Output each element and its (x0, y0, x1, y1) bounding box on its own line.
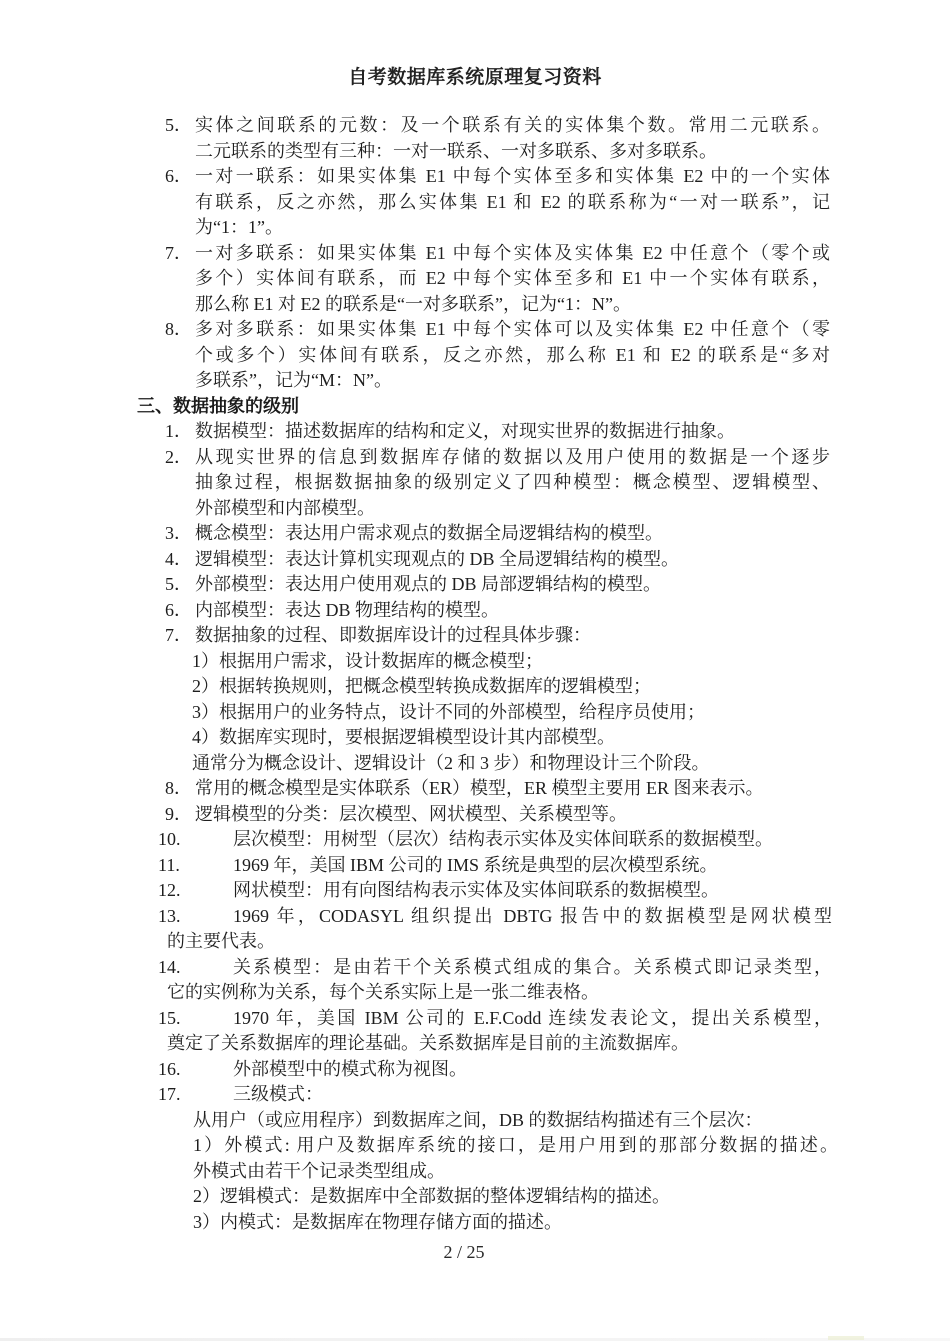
section-title: 数据抽象的级别 (173, 395, 299, 416)
line-text: 4）数据库实现时，要根据逻辑模型设计其内部模型。 (192, 727, 615, 747)
text-line (0, 241, 950, 267)
line-text: 一对多联系：如果实体集 E1 中每个实体及实体集 E2 中任意个（零个或 (195, 242, 830, 263)
line-text: 1）根据用户需求，设计数据库的概念模型； (192, 650, 543, 671)
list-number: 5． (165, 115, 192, 135)
line-text: 为“1：1”。 (195, 217, 283, 237)
line-text: 1969 年，美国 IBM 公司的 IMS 系统是典型的层次模型系统。 (233, 854, 718, 875)
line-text: 多对多联系：如果实体集 E1 中每个实体可以及实体集 E2 中任意个（零 (195, 319, 830, 339)
text-line (0, 649, 950, 675)
line-text: 一对一联系：如果实体集 E1 中每个实体至多和实体集 E2 中的一个实体 (195, 166, 830, 186)
text-line (0, 1082, 950, 1108)
line-text: 逻辑模型的分类：层次模型、网状模型、关系模型等。 (195, 803, 627, 824)
list-number: 6． (165, 599, 192, 620)
line-text: 它的实例称为关系，每个关系实际上是一张二维表格。 (167, 982, 599, 1002)
line-text: 外部模型中的模式称为视图。 (233, 1058, 467, 1079)
text-line (0, 674, 950, 700)
text-line (0, 1057, 950, 1083)
text-line (0, 751, 950, 777)
line-text: 1970 年，美国 IBM 公司的 E.F.Codd 连续发表论文，提出关系模型， (233, 1007, 832, 1028)
text-line (0, 215, 950, 241)
line-text: 逻辑模型：表达计算机实现观点的 DB 全局逻辑结构的模型。 (195, 548, 680, 569)
line-text: 抽象过程，根据数据抽象的级别定义了四种模型：概念模型、逻辑模型、 (195, 472, 830, 492)
list-number: 2． (165, 446, 192, 467)
list-number: 16. (158, 1058, 181, 1079)
line-text: 外部模型和内部模型。 (195, 497, 375, 518)
text-line (0, 1159, 950, 1185)
list-number: 15. (158, 1007, 181, 1028)
text-line (0, 776, 950, 802)
line-text: 实体之间联系的元数：及一个联系有关的实体集个数。常用二元联系。 (195, 115, 830, 135)
list-number: 12. (158, 880, 181, 900)
text-line (0, 853, 950, 879)
line-text: 3）根据用户的业务特点，设计不同的外部模型，给程序员使用； (192, 701, 705, 722)
line-text: 关系模型：是由若干个关系模式组成的集合。关系模式即记录类型， (233, 956, 832, 977)
list-number: 10. (158, 829, 181, 849)
text-line (0, 496, 950, 522)
list-number: 13. (158, 905, 181, 926)
text-line (0, 190, 950, 216)
line-text: 1969 年，CODASYL 组织提出 DBTG 报告中的数据模型是网状模型 (233, 905, 832, 926)
text-line (0, 445, 950, 471)
list-number: 7． (165, 625, 192, 645)
line-text: 2）逻辑模式：是数据库中全部数据的整体逻辑结构的描述。 (193, 1186, 670, 1206)
list-number: 6． (165, 166, 192, 186)
list-number: 9． (165, 803, 192, 824)
line-text: 外部模型：表达用户使用观点的 DB 局部逻辑结构的模型。 (195, 574, 662, 594)
list-number: 8． (165, 319, 192, 339)
page-number: 2 / 25 (443, 1242, 485, 1262)
list-number: 3． (165, 523, 192, 543)
list-number: 14. (158, 956, 181, 977)
line-text: 从用户（或应用程序）到数据库之间，DB 的数据结构描述有三个层次： (193, 1109, 763, 1130)
document-title: 自考数据库系统原理复习资料 (348, 67, 602, 88)
text-line (0, 929, 950, 955)
text-line (0, 547, 950, 573)
line-text: 个或多个）实体间有联系，反之亦然，那么称 E1 和 E2 的联系是“多对 (195, 344, 830, 365)
line-text: 三级模式： (233, 1084, 323, 1104)
text-line (0, 139, 950, 165)
section-number: 三、 (137, 395, 173, 416)
text-line (0, 368, 950, 394)
text-line (0, 521, 950, 547)
text-line (0, 113, 950, 139)
text-line (0, 317, 950, 343)
line-text: 层次模型：用树型（层次）结构表示实体及实体间联系的数据模型。 (233, 829, 773, 849)
text-line (0, 1184, 950, 1210)
line-text: 从现实世界的信息到数据库存储的数据以及用户使用的数据是一个逐步 (195, 446, 830, 467)
line-text: 数据模型：描述数据库的结构和定义，对现实世界的数据进行抽象。 (195, 421, 735, 441)
line-text: 3）内模式：是数据库在物理存储方面的描述。 (193, 1211, 562, 1232)
text-line (0, 904, 950, 930)
line-text: 数据抽象的过程、即数据库设计的过程具体步骤： (195, 625, 591, 645)
line-text: 奠定了关系数据库的理论基础。关系数据库是目前的主流数据库。 (167, 1033, 689, 1053)
document-body (0, 113, 950, 1235)
text-line (0, 878, 950, 904)
line-text: 那么称 E1 对 E2 的联系是“一对多联系”，记为“1：N”。 (195, 293, 631, 314)
list-number: 11. (158, 854, 180, 875)
scan-smudge-artifact (828, 1336, 864, 1340)
text-line (0, 802, 950, 828)
text-line (0, 266, 950, 292)
text-line (0, 470, 950, 496)
line-text: 二元联系的类型有三种：一对一联系、一对多联系、多对多联系。 (195, 140, 717, 161)
text-line (0, 623, 950, 649)
list-number: 7． (165, 242, 192, 263)
text-line (0, 572, 950, 598)
text-line (0, 1006, 950, 1032)
text-line (0, 343, 950, 369)
line-text: 通常分为概念设计、逻辑设计（2 和 3 步）和物理设计三个阶段。 (192, 752, 710, 773)
line-text: 2）根据转换规则，把概念模型转换成数据库的逻辑模型； (192, 676, 651, 696)
text-line (0, 955, 950, 981)
line-text: 概念模型：表达用户需求观点的数据全局逻辑结构的模型。 (195, 523, 663, 543)
text-line (0, 598, 950, 624)
text-line (0, 1210, 950, 1236)
text-line (0, 1108, 950, 1134)
text-line (0, 292, 950, 318)
text-line (0, 827, 950, 853)
section-heading (137, 394, 950, 420)
line-text: 有联系，反之亦然，那么实体集 E1 和 E2 的联系称为“一对一联系”，记 (195, 191, 830, 212)
text-line (0, 419, 950, 445)
line-text: 常用的概念模型是实体联系（ER）模型，ER 模型主要用 ER 图来表示。 (195, 778, 764, 798)
text-line (0, 1031, 950, 1057)
list-number: 17. (158, 1084, 181, 1104)
text-line (0, 700, 950, 726)
list-number: 8． (165, 778, 192, 798)
text-line (0, 725, 950, 751)
list-number: 5． (165, 574, 192, 594)
text-line (0, 1133, 950, 1159)
line-text: 外模式由若干个记录类型组成。 (193, 1160, 445, 1181)
line-text: 内部模型：表达 DB 物理结构的模型。 (195, 599, 500, 620)
line-text: 多个）实体间有联系，而 E2 中每个实体至多和 E1 中一个实体有联系， (195, 268, 830, 288)
line-text: 网状模型：用有向图结构表示实体及实体间联系的数据模型。 (233, 880, 719, 900)
text-line (0, 980, 950, 1006)
text-line (0, 164, 950, 190)
line-text: 的主要代表。 (167, 931, 275, 951)
page-number-footer (0, 1242, 950, 1263)
line-text: 多联系”，记为“M：N”。 (195, 370, 392, 390)
line-text: 1）外模式: 用户及数据库系统的接口，是用户用到的那部分数据的描述。 (193, 1135, 838, 1155)
list-number: 4． (165, 548, 192, 569)
list-number: 1． (165, 421, 192, 441)
